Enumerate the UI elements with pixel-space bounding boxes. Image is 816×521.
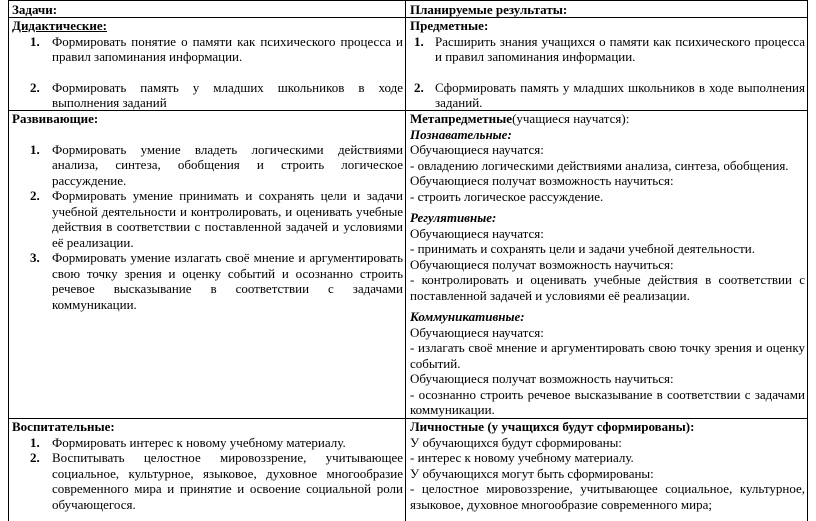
list-item: 2. Формировать память у младших школьников в ходе выполнения заданий xyxy=(30,79,403,110)
communicative-title: Коммуникативные: xyxy=(410,309,525,324)
list-item: 1. Формировать умение владеть логическими действиями анализа, синтеза, обобщения и строить логическое рассуждение. xyxy=(30,141,403,188)
personal-line: - целостное мировоззрение, учитывающее социальное, культурное, языковое, духовное многообразие современного мира; xyxy=(410,481,805,512)
metasubject-cell xyxy=(410,111,805,418)
developing-list xyxy=(12,142,403,313)
communicative-line: Обучающиеся научатся: xyxy=(410,324,544,340)
list-item: 1. Формировать понятие о памяти как психического процесса и правил запоминания информации. xyxy=(30,33,403,64)
list-item: 2. Сформировать память у младших школьников в ходе выполнения заданий. xyxy=(414,79,805,110)
didactic-title: Дидактические: xyxy=(12,18,107,33)
subject-cell xyxy=(410,18,805,111)
regulatory-line: - контролировать и оценивать учебные действия в соответствии с поставленной задачей и условиями её реализации. xyxy=(410,272,805,303)
header-tasks: Задачи: xyxy=(12,2,58,17)
lesson-objectives-table xyxy=(8,0,808,521)
header-results: Планируемые результаты: xyxy=(410,2,568,17)
cognitive-line: - строить логическое рассуждение. xyxy=(410,188,604,204)
communicative-line: Обучающиеся получат возможность научиться: xyxy=(410,371,674,386)
list-item: 2. Формировать умение принимать и сохранять цели и задачи учебной деятельности и контролировать, и оценивать учебные действия в соответствии с поставленной задачей и условиями её реализации. xyxy=(30,188,403,250)
regulatory-line: - принимать и сохранять цели и задачи учебной деятельности. xyxy=(410,241,755,256)
regulatory-title: Регулятивные: xyxy=(410,210,497,225)
didactic-cell xyxy=(12,18,403,111)
communicative-line: - осознанно строить речевое высказывание в соответствии с задачами коммуникации. xyxy=(410,386,805,417)
didactic-list xyxy=(12,34,403,111)
personal-cell xyxy=(410,419,805,512)
educational-title: Воспитательные: xyxy=(12,419,115,434)
list-item: 1. Формировать интерес к новому учебному материалу. xyxy=(30,434,346,450)
personal-line: - интерес к новому учебному материалу. xyxy=(410,450,634,465)
educational-list xyxy=(12,435,403,513)
list-item: 1. Расширить знания учащихся о памяти как психического процесса и правил запоминания информации. xyxy=(414,33,805,64)
subject-list xyxy=(410,34,805,111)
regulatory-line: Обучающиеся получат возможность научиться: xyxy=(410,256,674,272)
cognitive-line: - овладению логическими действиями анализа, синтеза, обобщения. xyxy=(410,157,789,173)
personal-title: Личностные (у учащихся будут сформированы): xyxy=(410,419,695,434)
developing-title: Развивающие: xyxy=(12,111,99,126)
list-item: 2. Воспитывать целостное мировоззрение, учитывающее социальное, культурное, языковое, духовное многообразие современного мира и принятие и освоение социальной роли обучающегося. xyxy=(30,450,403,512)
subject-title: Предметные: xyxy=(410,18,489,33)
list-item: 3. Формировать умение излагать своё мнение и аргументировать свою точку зрения и оценку событий и осознанно строить речевое высказывание в соответствии с задачами коммуникации. xyxy=(30,250,403,312)
personal-line: У обучающихся могут быть сформированы: xyxy=(410,465,654,481)
personal-line: У обучающихся будут сформированы: xyxy=(410,434,622,450)
educational-cell xyxy=(12,419,403,512)
cognitive-line: Обучающиеся научатся: xyxy=(410,142,544,157)
developing-cell xyxy=(12,111,403,312)
cognitive-line: Обучающиеся получат возможность научиться: xyxy=(410,173,674,188)
communicative-line: - излагать своё мнение и аргументировать свою точку зрения и оценку событий. xyxy=(410,340,805,371)
cognitive-title: Познавательные: xyxy=(410,126,512,142)
column-divider xyxy=(405,1,406,521)
regulatory-line: Обучающиеся научатся: xyxy=(410,225,544,241)
metasubject-title: Метапредметные(учащиеся научатся): xyxy=(410,111,630,126)
